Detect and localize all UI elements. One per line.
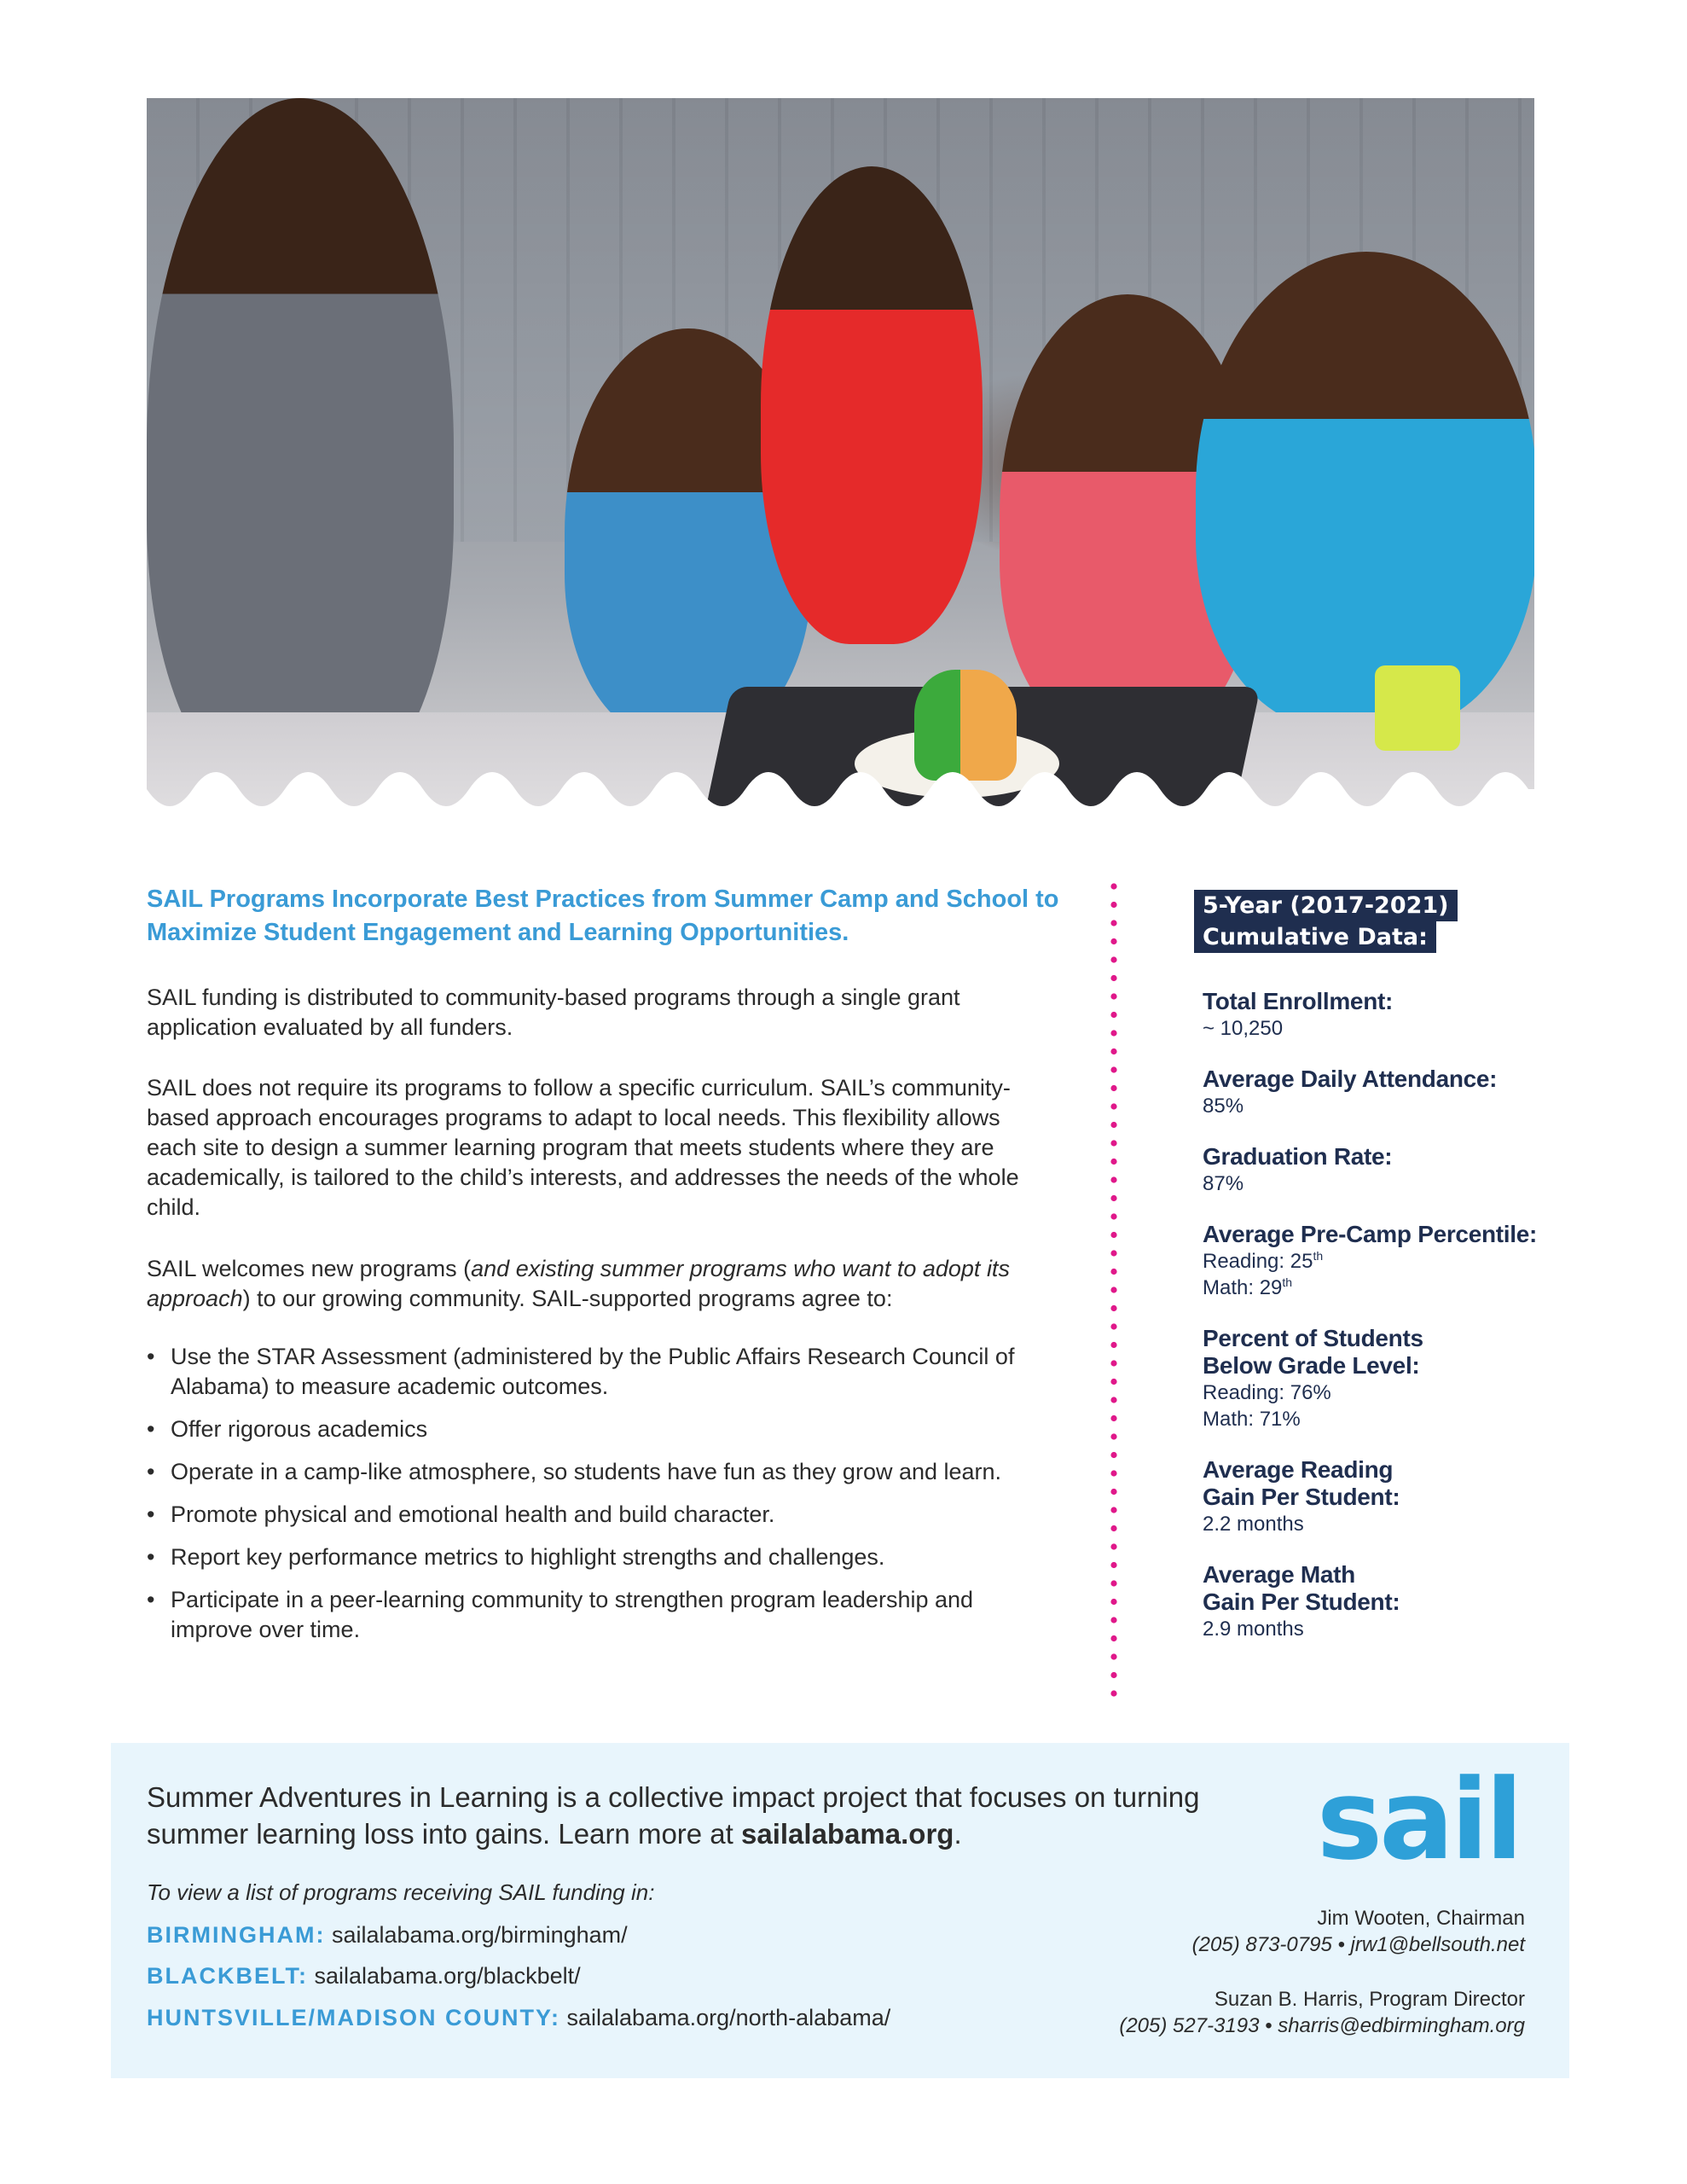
divider-dot — [1110, 1672, 1116, 1678]
divider-dot — [1110, 1305, 1116, 1311]
stat-value-math — [1203, 1275, 1561, 1301]
region-blackbelt — [147, 1963, 581, 1989]
region-link[interactable]: sailalabama.org/blackbelt/ — [314, 1963, 581, 1989]
stat-label-line1: Average Math — [1203, 1561, 1355, 1588]
bullet-icon: • — [147, 1544, 155, 1570]
reading-value: Reading: 25 — [1203, 1250, 1313, 1273]
list-item — [147, 1414, 1051, 1444]
stat-label-line1: Average Reading — [1203, 1456, 1394, 1483]
list-item — [147, 1342, 1051, 1402]
divider-dot — [1110, 1103, 1116, 1109]
list-item-text: Offer rigorous academics — [171, 1416, 428, 1442]
region-link[interactable]: sailalabama.org/north-alabama/ — [566, 2005, 891, 2030]
divider-dot — [1110, 1195, 1116, 1201]
contact-chairman — [1192, 1905, 1525, 1958]
stats-panel — [1203, 988, 1561, 1666]
divider-dot — [1110, 1012, 1116, 1018]
stat-label: Graduation Rate: — [1203, 1143, 1393, 1170]
stat-attendance — [1203, 1066, 1561, 1119]
stats-title — [1194, 890, 1458, 953]
contact-info: (205) 527-3193 • sharris@edbirmingham.org — [1119, 2014, 1525, 2037]
stat-graduation — [1203, 1143, 1561, 1197]
divider-dot — [1110, 1048, 1116, 1054]
section-headline: SAIL Programs Incorporate Best Practices from Summer Camp and School to Maximize Student Engagement and Learning Opportunities. — [147, 886, 1059, 946]
sail-logo: sail — [1316, 1755, 1520, 1885]
tagline-end: . — [954, 1818, 962, 1850]
divider-dot — [1110, 1397, 1116, 1403]
divider-dot — [1110, 1085, 1116, 1091]
stat-label-line2: Gain Per Student: — [1203, 1484, 1400, 1510]
divider-dot — [1110, 1690, 1116, 1696]
hero-photo — [147, 98, 1534, 816]
stat-label-line2: Below Grade Level: — [1203, 1352, 1420, 1379]
paragraph-curriculum: SAIL does not require its programs to follow a specific curriculum. SAIL’s community-based approach encourages programs to adapt to local needs. This flexibility allows each site to design a summer learning program that meets students where they are academically, is tailored to the child’s interests, and addresses the needs of the whole child. — [147, 1075, 1019, 1220]
dotted-divider — [1110, 883, 1117, 1702]
divider-dot — [1110, 1580, 1116, 1586]
divider-dot — [1110, 993, 1116, 999]
stats-title-line1: 5-Year (2017-2021) — [1194, 890, 1458, 921]
stats-title-line2: Cumulative Data: — [1194, 921, 1436, 953]
stat-value-math: Math: 71% — [1203, 1408, 1301, 1431]
list-item — [147, 1585, 1051, 1645]
divider-dot — [1110, 1489, 1116, 1495]
bullet-icon: • — [147, 1587, 155, 1612]
stat-value: 85% — [1203, 1095, 1244, 1118]
divider-dot — [1110, 1599, 1116, 1605]
program-requirements-list — [147, 1342, 1051, 1658]
stat-below-grade — [1203, 1325, 1561, 1432]
list-item — [147, 1457, 1051, 1487]
divider-dot — [1110, 956, 1116, 962]
paragraph-welcome — [147, 1254, 1051, 1314]
divider-dot — [1110, 920, 1116, 926]
paragraph-funding: SAIL funding is distributed to community-based programs through a single grant application evaluated by all funders. — [147, 985, 960, 1040]
divider-dot — [1110, 1470, 1116, 1476]
stat-value: 87% — [1203, 1172, 1244, 1195]
divider-dot — [1110, 1635, 1116, 1641]
divider-dot — [1110, 1066, 1116, 1072]
region-name: HUNTSVILLE/MADISON COUNTY: — [147, 2005, 560, 2030]
region-birmingham — [147, 1922, 628, 1949]
divider-dot — [1110, 1433, 1116, 1439]
divider-dot — [1110, 1543, 1116, 1549]
contact-name: Suzan B. Harris, Program Director — [1214, 1988, 1525, 2011]
stat-label-line1: Percent of Students — [1203, 1325, 1423, 1351]
divider-dot — [1110, 1360, 1116, 1366]
stat-value: ~ 10,250 — [1203, 1017, 1284, 1040]
list-item-text: Promote physical and emotional health and build character. — [171, 1502, 775, 1527]
stat-value-reading: Reading: 76% — [1203, 1381, 1331, 1404]
stat-value: 2.9 months — [1203, 1618, 1304, 1641]
contact-name: Jim Wooten, Chairman — [1317, 1907, 1525, 1930]
divider-dot — [1110, 1122, 1116, 1128]
list-item-text: Use the STAR Assessment (administered by the Public Affairs Research Council of Alabama) to measure academic outcomes. — [171, 1344, 1015, 1399]
view-list-intro: To view a list of programs receiving SAIL funding in: — [147, 1879, 655, 1905]
math-value: Math: 29 — [1203, 1276, 1283, 1299]
footer-tagline — [147, 1779, 1255, 1852]
divider-dot — [1110, 1232, 1116, 1238]
ordinal-suffix: th — [1282, 1275, 1293, 1289]
bullet-icon: • — [147, 1459, 155, 1484]
divider-dot — [1110, 1653, 1116, 1659]
divider-dot — [1110, 1452, 1116, 1458]
divider-dot — [1110, 1342, 1116, 1348]
bullet-icon: • — [147, 1502, 155, 1527]
stat-reading-gain — [1203, 1456, 1561, 1537]
footer-box — [111, 1743, 1569, 2078]
divider-dot — [1110, 1525, 1116, 1531]
divider-dot — [1110, 1415, 1116, 1421]
contact-info: (205) 873-0795 • jrw1@bellsouth.net — [1191, 1933, 1525, 1956]
region-link[interactable]: sailalabama.org/birmingham/ — [332, 1922, 628, 1948]
divider-dot — [1110, 883, 1116, 889]
welcome-text-end: ) to our growing community. SAIL-supported programs agree to: — [242, 1286, 893, 1311]
bullet-icon: • — [147, 1344, 155, 1369]
list-item — [147, 1500, 1051, 1530]
divider-dot — [1110, 1159, 1116, 1165]
divider-dot — [1110, 1213, 1116, 1219]
divider-dot — [1110, 975, 1116, 981]
photo-child — [1196, 252, 1534, 729]
stat-value: 2.2 months — [1203, 1513, 1304, 1536]
stat-label: Average Daily Attendance: — [1203, 1066, 1498, 1092]
divider-dot — [1110, 1617, 1116, 1623]
ordinal-suffix: th — [1313, 1249, 1324, 1263]
region-name: BIRMINGHAM: — [147, 1922, 326, 1948]
region-name: BLACKBELT: — [147, 1963, 308, 1989]
website-link[interactable]: sailalabama.org — [741, 1818, 954, 1850]
divider-dot — [1110, 1323, 1116, 1329]
tagline-text: Summer Adventures in Learning is a collective impact project that focuses on turning summer learning loss into gains. Learn more at — [147, 1781, 1200, 1850]
list-item — [147, 1542, 1051, 1572]
photo-playdough-cup — [1375, 665, 1460, 751]
stat-label-line2: Gain Per Student: — [1203, 1589, 1400, 1615]
divider-dot — [1110, 1287, 1116, 1292]
stat-label: Average Pre-Camp Percentile: — [1203, 1221, 1538, 1247]
contact-director — [1119, 1986, 1525, 2039]
bullet-icon: • — [147, 1416, 155, 1442]
divider-dot — [1110, 1030, 1116, 1036]
stat-math-gain — [1203, 1561, 1561, 1642]
welcome-text-start: SAIL welcomes new programs ( — [147, 1256, 472, 1281]
divider-dot — [1110, 1250, 1116, 1256]
list-item-text: Operate in a camp-like atmosphere, so students have fun as they grow and learn. — [171, 1459, 1002, 1484]
divider-dot — [1110, 1269, 1116, 1275]
welcome-text-italic: and existing summer programs who want to adopt its approach — [147, 1256, 1010, 1311]
divider-dot — [1110, 938, 1116, 944]
region-huntsville — [147, 2005, 890, 2031]
stat-precamp-percentile — [1203, 1221, 1561, 1301]
list-item-text: Participate in a peer-learning community to strengthen program leadership and improve over time. — [171, 1587, 974, 1642]
list-item-text: Report key performance metrics to highlight strengths and challenges. — [171, 1544, 885, 1570]
divider-dot — [1110, 1562, 1116, 1568]
stat-enrollment — [1203, 988, 1561, 1042]
divider-dot — [1110, 902, 1116, 908]
photo-child — [147, 98, 454, 798]
divider-dot — [1110, 1140, 1116, 1146]
divider-dot — [1110, 1507, 1116, 1513]
photo-child — [761, 166, 983, 644]
divider-dot — [1110, 1379, 1116, 1385]
stat-label: Total Enrollment: — [1203, 988, 1394, 1014]
photo-volcano-model — [914, 670, 1017, 781]
scalloped-edge — [147, 772, 1534, 823]
stat-value-reading — [1203, 1248, 1561, 1275]
divider-dot — [1110, 1176, 1116, 1182]
